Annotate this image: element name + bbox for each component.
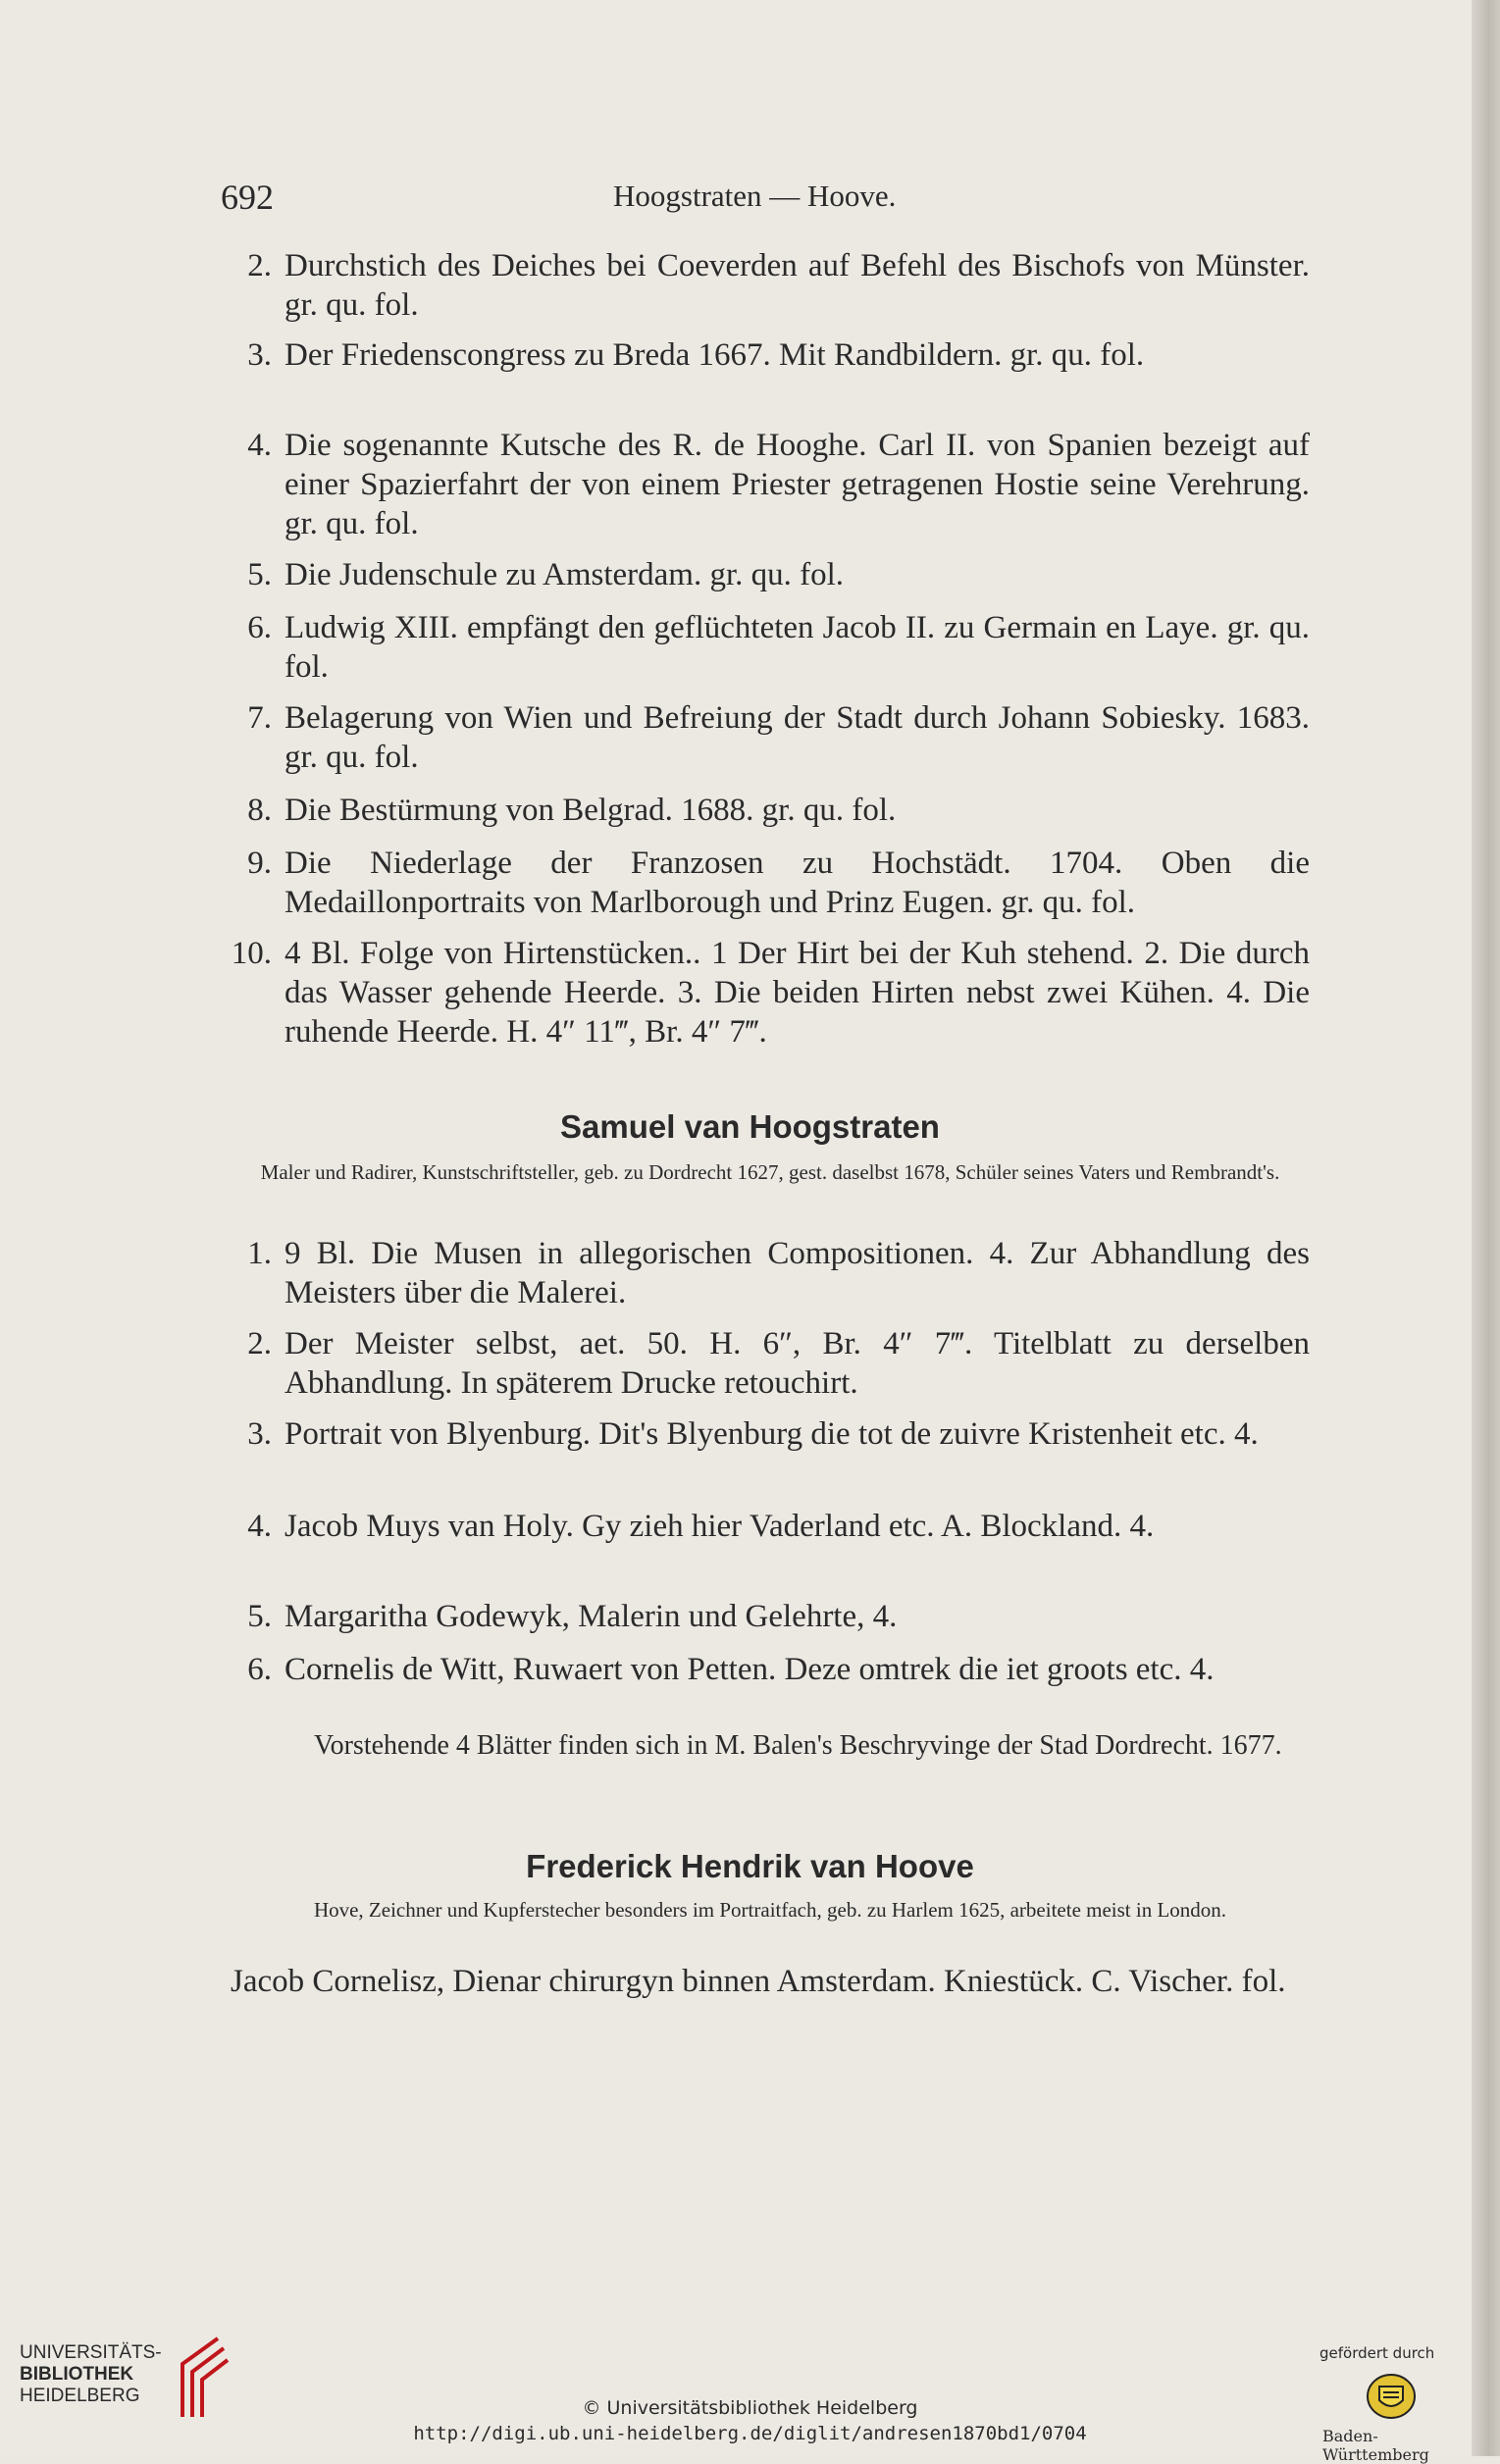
catalog-entry: 5. Die Judenschule zu Amsterdam. gr. qu. fol. (247, 557, 845, 592)
catalog-entry: 4. Die sogenannte Kutsche des R. de Hooghe. Carl II. von Spanien bezeigt auf einer Spazierfahrt der von einem Priester getragenen Hostie seine Verehrung. gr. qu. fol. (247, 428, 1310, 541)
artist-bio-hoove: Hove, Zeichner und Kupferstecher besonders im Portraitfach, geb. zu Harlem 1625, arbeitete meist in London. (313, 1898, 1227, 1922)
state-coat-of-arms-icon (1366, 2371, 1417, 2422)
page-header (221, 177, 1310, 220)
logo-text-line: UNIVERSITÄTS- (20, 2342, 162, 2363)
catalog-entry: 3. Portrait von Blyenburg. Dit's Blyenburg die tot de zuivre Kristenheit etc. 4. (247, 1416, 1259, 1452)
page-number: 692 (221, 178, 274, 217)
permalink-url[interactable]: http://digi.ub.uni-heidelberg.de/diglit/andresen1870bd1/0704 (413, 2423, 1087, 2444)
catalog-entry: 1. 9 Bl. Die Musen in allegorischen Compositionen. 4. Zur Abhandlung des Meisters über die Malerei. (247, 1236, 1310, 1310)
catalog-entry: 2. Durchstich des Deiches bei Coeverden auf Befehl des Bischofs von Münster. gr. qu. fol. (247, 248, 1310, 323)
catalog-entry: 7. Belagerung von Wien und Befreiung der Stadt durch Johann Sobiesky. 1683. gr. qu. fol. (247, 700, 1310, 775)
catalog-entry: 4. Jacob Muys van Holy. Gy zieh hier Vaderland etc. A. Blockland. 4. (247, 1509, 1155, 1544)
logo-text-line: HEIDELBERG (20, 2386, 140, 2406)
catalog-entry: 3. Der Friedenscongress zu Breda 1667. Mit Randbildern. gr. qu. fol. (247, 337, 1145, 373)
artist-bio-samuel: Maler und Radirer, Kunstschriftsteller, geb. zu Dordrecht 1627, gest. daselbst 1678, Schüler seines Vaters und Rembrandt's. (260, 1160, 1280, 1184)
catalog-entry: 8. Die Bestürmung von Belgrad. 1688. gr. qu. fol. (247, 793, 897, 828)
funded-by-label: gefördert durch (1319, 2344, 1435, 2362)
running-title: Hoogstraten — Hoove. (613, 179, 897, 213)
copyright-notice: © Universitätsbibliothek Heidelberg (582, 2397, 918, 2419)
catalog-entry: 6. Cornelis de Witt, Ruwaert von Petten. Deze omtrek die iet groots etc. 4. (247, 1652, 1215, 1687)
footnote-balen: Vorstehende 4 Blätter finden sich in M. Balen's Beschryvinge der Stad Dordrecht. 1677. (314, 1730, 1282, 1761)
catalog-entry: 5. Margaritha Godewyk, Malerin und Gelehrte, 4. (247, 1599, 898, 1634)
state-name: Baden-Württemberg (1322, 2427, 1429, 2464)
section-heading-samuel: Samuel van Hoogstraten (560, 1108, 940, 1145)
catalog-entry: 6. Ludwig XIII. empfängt den geflüchteten Jacob II. zu Germain en Laye. gr. qu. fol. (247, 610, 1310, 685)
catalog-entry: 2. Der Meister selbst, aet. 50. H. 6″, Br. 4″ 7‴. Titelblatt zu derselben Abhandlung. In späterem Drucke retouchirt. (247, 1326, 1310, 1401)
logo-text-line: BIBLIOTHEK (20, 2364, 134, 2385)
book-binding-edge (1472, 0, 1500, 2456)
section-heading-hoove: Frederick Hendrik van Hoove (526, 1848, 974, 1884)
catalog-entry: 9. Die Niederlage der Franzosen zu Hochstädt. 1704. Oben die Medaillonportraits von Marlborough und Prinz Eugen. gr. qu. fol. (247, 846, 1310, 920)
catalog-entry: 10. 4 Bl. Folge von Hirtenstücken.. 1 Der Hirt bei der Kuh stehend. 2. Die durch das Wasser gehende Heerde. 3. Die beiden Hirten nebst zwei Kühen. 4. Die ruhende Heerde. H. 4″ 11‴, Br. 4″ 7‴. (231, 936, 1310, 1050)
catalog-entry: Jacob Cornelisz, Dienar chirurgyn binnen Amsterdam. Kniestück. C. Vischer. fol. (231, 1964, 1286, 1999)
